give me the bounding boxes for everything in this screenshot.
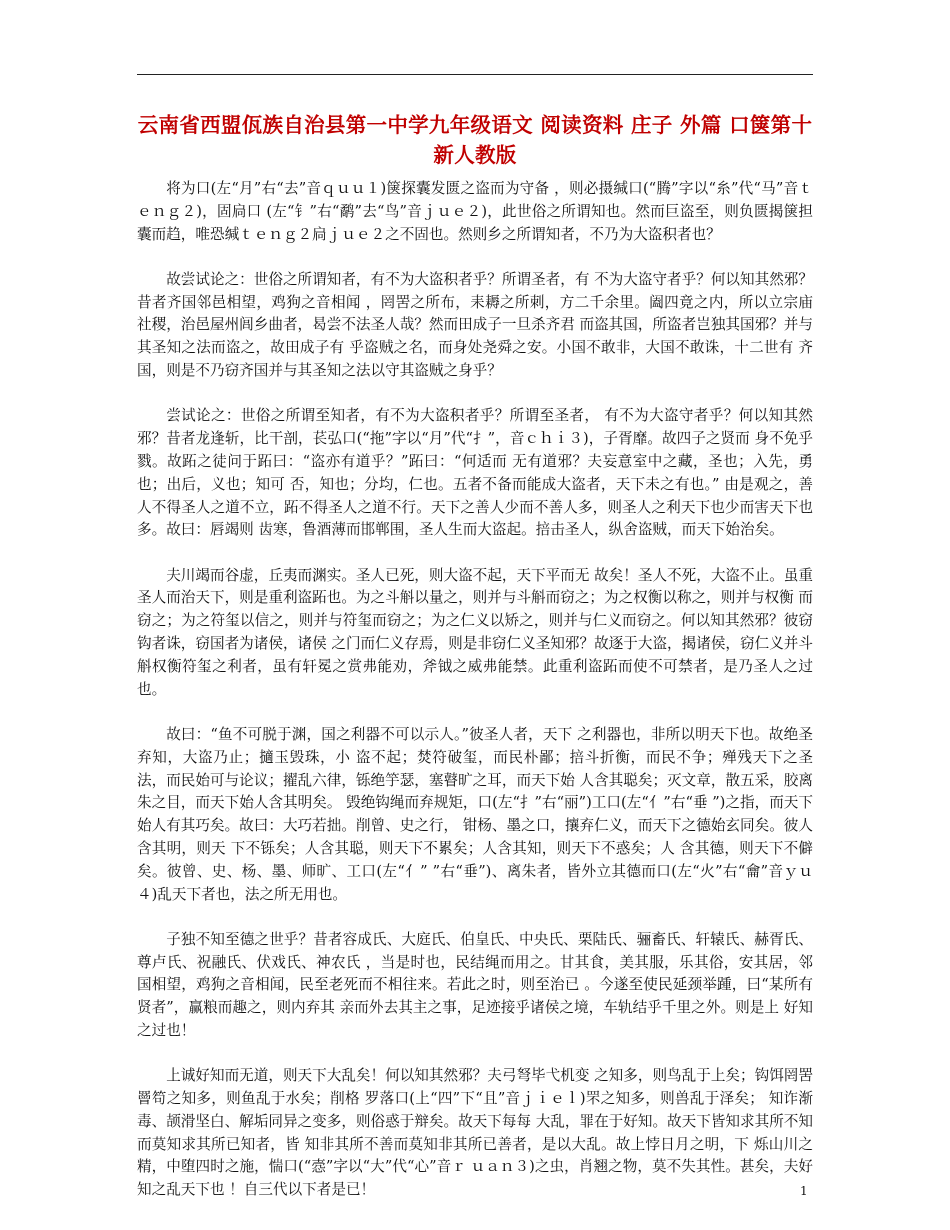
- paragraph-7: 上诚好知而无道，则天下大乱矣！何以知其然邪？夫弓弩毕弋机变 之知多，则鸟乱于上矣；钩饵罔罟罾笱之知多，则鱼乱于水矣；削格 罗落口(上“四”下“且”音ｊｉｅｌ)罘之知多，则兽乱于泽矣； 知诈渐毒、颉滑坚白、解垢同异之变多，则俗惑于辩矣。故天下每每 大乱，罪在于好知。故天下皆知求其所不知而莫知求其所已知者，皆 知非其所不善而莫知非其所已善者，是以大乱。故上悖日月之明，下 烁山川之精，中堕四时之施，惴口(“悫”字以“大”代“心”音ｒ ｕａｎ３)之虫，肖翘之物，莫不失其性。甚矣，夫好知之乱天下也 ！自三代以下者是已！: [137, 1067, 813, 1199]
- page-number: 1: [800, 1184, 808, 1198]
- header-rule: [137, 74, 813, 75]
- paragraph-1: 将为口(左“月”右“去”音ｑｕｕ１)箧探囊发匮之盗而为守备 ，则必摄缄口(“腾”字以“糸”代“马”音ｔｅｎｇ２)，固扃口 (左“钅”右“鹬”去“鸟”音ｊｕｅ２)，此世俗之所谓知也。然而巨盗至，则负匮揭箧担囊而趋，唯恐缄ｔｅｎｇ２扃ｊｕｅ２之不固也。然则乡之所谓知者，不乃为大盗积者也？: [137, 180, 813, 243]
- document-title: 云南省西盟佤族自治县第一中学九年级语文 阅读资料 庄子 外篇 口箧第十 新人教版: [137, 113, 813, 167]
- paragraph-2: 故尝试论之：世俗之所谓知者，有不为大盗积者乎？所谓圣者，有 不为大盗守者乎？何以知其然邪？昔者齐国邻邑相望，鸡狗之音相闻 ，罔罟之所布，耒耨之所刺，方二千余里。阖四竟之内，所以立宗庙 社稷，治邑屋州闾乡曲者，曷尝不法圣人哉？然而田成子一旦杀齐君 而盗其国，所盗者岂独其国邪？并与其圣知之法而盗之，故田成子有 乎盗贼之名，而身处尧舜之安。小国不敢非，大国不敢诛，十二世有 齐国，则是不乃窃齐国并与其圣知之法以守其盗贼之身乎？: [137, 270, 813, 380]
- paragraph-5: 故曰：“鱼不可脱于渊，国之利器不可以示人。”彼圣人者，天下 之利器也，非所以明天下也。故绝圣弃知，大盗乃止；擿玉毁珠，小 盗不起；焚符破玺，而民朴鄙；掊斗折衡，而民不争；殚残天下之圣 法，而民始可与论议；擢乱六律，铄绝竽瑟，塞瞽旷之耳，而天下始 人含其聪矣；灭文章，散五采，胶离朱之目，而天下始人含其明矣。 毁绝钩绳而弃规矩，口(左“扌”右“丽”)工口(左“亻”右“垂 ”)之指，而天下始人有其巧矣。故曰：大巧若拙。削曾、史之行， 钳杨、墨之口，攘弃仁义，而天下之德始玄同矣。彼人含其明，则天 下不铄矣；人含其聪，则天下不累矣；人含其知，则天下不惑矣；人 含其德，则天下不僻矣。彼曾、史、杨、墨、师旷、工口(左“亻” ”右“垂”)、离朱者，皆外立其德而口(左“火”右“龠”音ｙｕ ４)乱天下者也，法之所无用也。: [137, 725, 813, 903]
- paragraph-4: 夫川竭而谷虚，丘夷而渊实。圣人已死，则大盗不起，天下平而无 故矣！圣人不死，大盗不止。虽重圣人而治天下，则是重利盗跖也。为之斗斛以量之，则并与斗斛而窃之；为之权衡以称之，则并与权衡 而窃之；为之符玺以信之，则并与符玺而窃之；为之仁义以矫之，则并与仁义而窃之。何以知其然邪？彼窃钩者诛，窃国者为诸侯，诸侯 之门而仁义存焉，则是非窃仁义圣知邪？故逐于大盗，揭诸侯，窃仁义并斗斛权衡符玺之利者，虽有轩冕之赏弗能劝，斧钺之威弗能禁。此重利盗跖而使不可禁者，是乃圣人之过也。: [137, 566, 813, 698]
- paragraph-3: 尝试论之：世俗之所谓至知者，有不为大盗积者乎？所谓至圣者， 有不为大盗守者乎？何以知其然邪？昔者龙逢斩，比干剖，苌弘口(“拖”字以“月”代“扌”，音ｃｈｉ３)，子胥靡。故四子之贤而 身不免乎戮。故跖之徒问于跖曰：“盗亦有道乎？”跖曰：“何适而 无有道邪？夫妄意室中之藏，圣也；入先，勇也；出后，义也；知可 否，知也；分均，仁也。五者不备而能成大盗者，天下未之有也。” 由是观之，善人不得圣人之道不立，跖不得圣人之道不行。天下之善人少而不善人多，则圣人之利天下也少而害天下也多。故曰：唇竭则 齿寒，鲁酒薄而邯郸围，圣人生而大盗起。掊击圣人，纵舍盗贼，而天下始治矣。: [137, 407, 813, 539]
- paragraph-6: 子独不知至德之世乎？昔者容成氏、大庭氏、伯皇氏、中央氏、栗陆氏、骊畜氏、轩辕氏、赫胥氏、尊卢氏、祝融氏、伏戏氏、神农氏 ，当是时也，民结绳而用之。甘其食，美其服，乐其俗，安其居，邻 国相望，鸡狗之音相闻，民至老死而不相往来。若此之时，则至治已 。今遂至使民延颈举踵，曰“某所有贤者”，赢粮而趣之，则内弃其 亲而外去其主之事，足迹接乎诸侯之境，车轨结乎千里之外。则是上 好知之过也！: [137, 930, 813, 1039]
- document-body: [137, 178, 813, 1225]
